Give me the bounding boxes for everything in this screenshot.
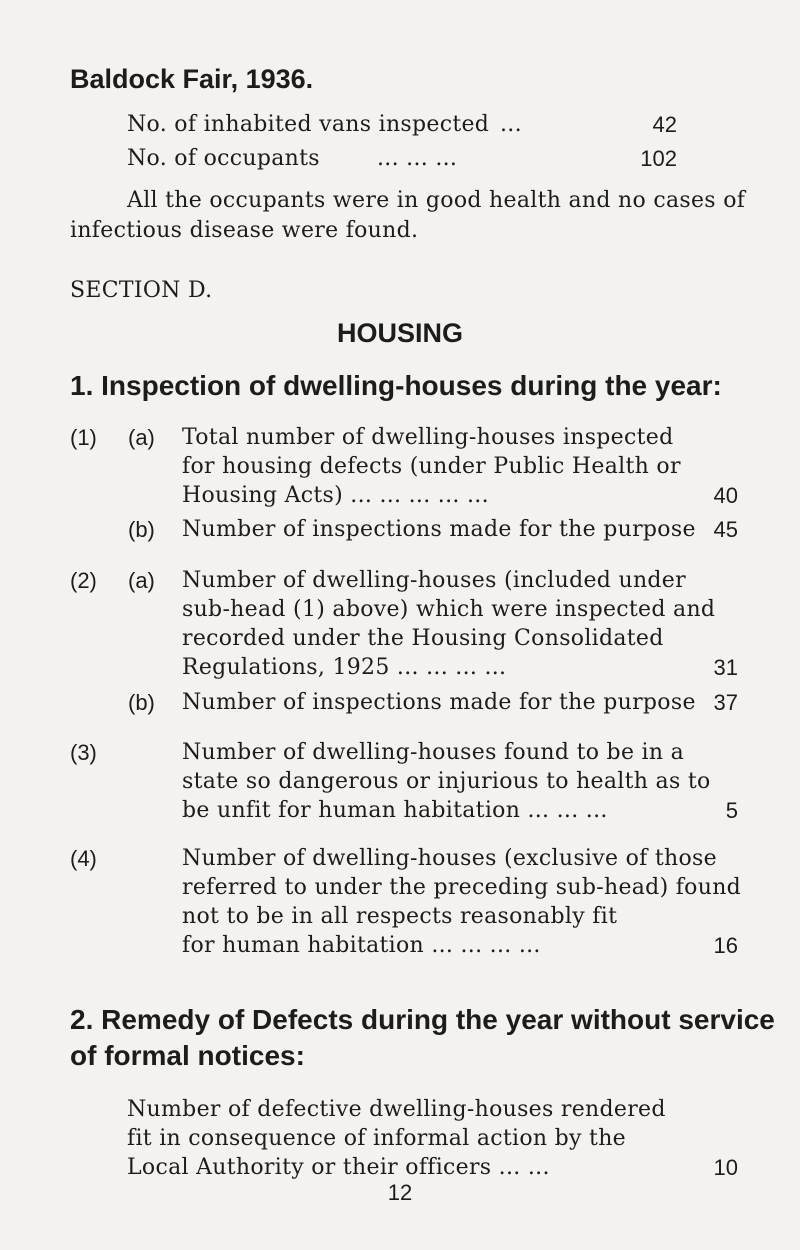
item-number: (2) [70, 568, 97, 593]
item-text: Regulations, 1925 ... ... ... ... [182, 655, 507, 680]
fair-row-value: 42 [652, 112, 677, 137]
item-letter: (a) [128, 568, 155, 593]
item-text: not to be in all respects reasonably fit [182, 904, 618, 929]
fair-row-vans [127, 112, 677, 142]
item-value: 16 [713, 933, 738, 958]
item-number: (3) [70, 740, 97, 765]
item-text: Number of inspections made for the purpose [182, 690, 696, 715]
item-text: Total number of dwelling-houses inspected [182, 425, 674, 450]
section-title: HOUSING [336, 318, 463, 348]
item-value-row [0, 517, 738, 547]
item-text: Housing Acts) ... ... ... ... ... [182, 483, 489, 508]
item-value-row [0, 933, 738, 963]
item-letter: (b) [128, 690, 155, 715]
fair-row-dots: ... ... ... [377, 146, 458, 171]
remedy-heading-line1: 2. Remedy of Defects during the year without service [70, 1004, 775, 1035]
item-text: Number of dwelling-houses (exclusive of those [182, 846, 717, 871]
item-value: 45 [713, 517, 738, 542]
remedy-heading-line2: of formal notices: [70, 1040, 305, 1071]
item-text: Number of dwelling-houses found to be in a [182, 740, 685, 765]
fair-note-line2: infectious disease were found. [70, 218, 419, 243]
item-value-row [0, 483, 738, 513]
item-text: sub-head (1) above) which were inspected and [182, 597, 716, 622]
item-value: 37 [713, 690, 738, 715]
fair-row-occupants [127, 146, 677, 176]
item-value-row [0, 655, 738, 685]
page-number: 12 [387, 1180, 413, 1205]
item-text: for human habitation ... ... ... ... [182, 933, 541, 958]
item-text: Number of inspections made for the purpose [182, 517, 696, 542]
fair-row-label: No. of inhabited vans inspected [127, 112, 490, 137]
item-value: 40 [713, 483, 738, 508]
item-value-row [0, 798, 738, 828]
item-value-row [0, 690, 738, 720]
item-number: (4) [70, 846, 97, 871]
item-text: recorded under the Housing Consolidated [182, 626, 664, 651]
remedy-text: Number of defective dwelling-houses rendered [127, 1097, 666, 1122]
fair-note-line1: All the occupants were in good health and no cases of [127, 188, 746, 213]
item-text: state so dangerous or injurious to health as to [182, 769, 711, 794]
fair-row-value: 102 [640, 146, 677, 171]
item-text: for housing defects (under Public Health or [182, 454, 681, 479]
section-label: SECTION D. [70, 278, 213, 303]
item-text: Number of dwelling-houses (included under [182, 568, 686, 593]
remedy-text: fit in consequence of informal action by the [127, 1126, 626, 1151]
item-letter: (b) [128, 517, 155, 542]
inspection-heading: 1. Inspection of dwelling-houses during the year: [70, 370, 722, 401]
item-number: (1) [70, 425, 97, 450]
item-text: be unfit for human habitation ... ... ... [182, 798, 608, 823]
fair-row-dots: ... [500, 112, 522, 137]
remedy-text: Local Authority or their officers ... ... [127, 1155, 550, 1180]
item-text: referred to under the preceding sub-head) found [182, 875, 742, 900]
fair-row-label: No. of occupants [127, 146, 320, 171]
remedy-value: 10 [713, 1155, 738, 1180]
fair-title: Baldock Fair, 1936. [70, 64, 314, 94]
item-value: 5 [725, 798, 738, 823]
item-value: 31 [713, 655, 738, 680]
item-letter: (a) [128, 425, 155, 450]
